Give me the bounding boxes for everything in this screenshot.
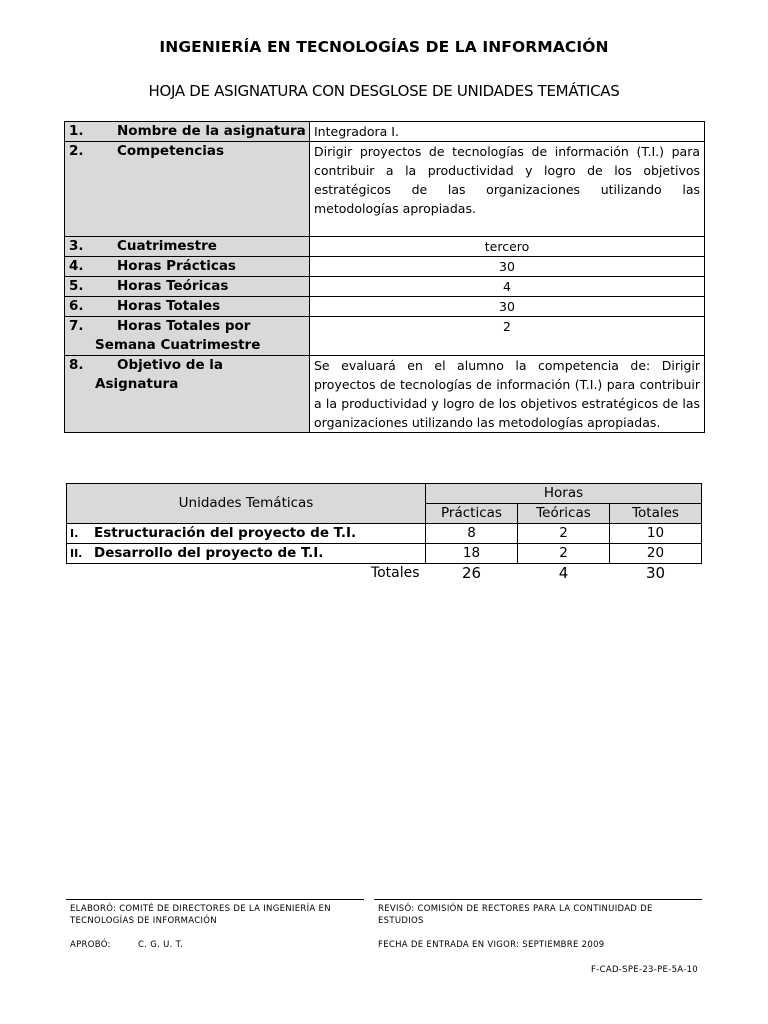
table-row [65, 142, 705, 237]
row-label: 6. Horas Totales [65, 297, 310, 317]
unit-name-cell: I. Estructuración del proyecto de T.I. [67, 524, 426, 544]
horas-practicas-value: 30 [310, 257, 705, 277]
practicas-header: Prácticas [426, 504, 518, 524]
row-label: 7. Horas Totales por Semana Cuatrimestre [65, 317, 310, 356]
practicas-cell: 18 [426, 544, 518, 564]
table-row [67, 524, 702, 544]
footer-elaboro: ELABORÓ: COMITÉ DE DIRECTORES DE LA INGENIERÍA EN TECNOLOGÍAS DE INFORMACIÓN [70, 904, 331, 926]
totales-cell: 10 [610, 524, 702, 544]
footer-reviso: REVISÓ: COMISIÓN DE RECTORES PARA LA CONTINUIDAD DE ESTUDIOS [378, 904, 653, 926]
cuatrimestre-value: tercero [310, 237, 705, 257]
footer-divider-left [66, 899, 364, 900]
thematic-units-table [66, 483, 702, 583]
total-totales: 30 [645, 564, 666, 582]
table-header-row [67, 484, 702, 504]
totals-row [67, 564, 702, 584]
row-label: 8. Objetivo de la Asignatura [65, 356, 310, 433]
subject-info-table [64, 121, 705, 433]
table-row [65, 317, 705, 356]
footer-fecha: FECHA DE ENTRADA EN VIGOR: SEPTIEMBRE 2009 [378, 940, 605, 950]
document-code: F-CAD-SPE-23-PE-5A-10 [591, 965, 698, 975]
subject-name-value: Integradora I. [310, 122, 705, 142]
units-column-header: Unidades Temáticas [67, 484, 426, 524]
table-row [65, 297, 705, 317]
row-label: 5. Horas Teóricas [65, 277, 310, 297]
horas-totales-value: 30 [310, 297, 705, 317]
objetivo-value: Se evaluará en el alumno la competencia de: Dirigir proyectos de tecnologías de información (T.I.) para contribuir a la productividad y logro de los objetivos estratégicos de las organizaciones utilizando las metodologías apropiadas. [310, 356, 705, 433]
totals-label: Totales [370, 565, 420, 581]
table-row [65, 257, 705, 277]
totales-header: Totales [610, 504, 702, 524]
teoricas-header: Teóricas [518, 504, 610, 524]
teoricas-cell: 2 [518, 524, 610, 544]
table-row [65, 277, 705, 297]
horas-semana-value: 2 [310, 317, 705, 356]
hours-column-header: Horas [426, 484, 702, 504]
unit-name-cell: II. Desarrollo del proyecto de T.I. [67, 544, 426, 564]
table-row [65, 356, 705, 433]
total-teoricas: 4 [558, 564, 569, 582]
footer-aprobo-label: APROBÓ: [70, 940, 111, 950]
practicas-cell: 8 [426, 524, 518, 544]
document-subtitle: HOJA DE ASIGNATURA CON DESGLOSE DE UNIDADES TEMÁTICAS [148, 82, 620, 100]
row-label: 4. Horas Prácticas [65, 257, 310, 277]
totales-cell: 20 [610, 544, 702, 564]
total-practicas: 26 [461, 564, 482, 582]
row-label: 2. Competencias [65, 142, 310, 237]
horas-teoricas-value: 4 [310, 277, 705, 297]
table-row [67, 544, 702, 564]
table-row [65, 237, 705, 257]
row-label: 3. Cuatrimestre [65, 237, 310, 257]
teoricas-cell: 2 [518, 544, 610, 564]
document-title: INGENIERÍA EN TECNOLOGÍAS DE LA INFORMACIÓN [159, 38, 609, 56]
footer-divider-right [374, 899, 702, 900]
footer-aprobo-value: C. G. U. T. [138, 940, 184, 950]
competencias-value: Dirigir proyectos de tecnologías de información (T.I.) para contribuir a la productividad y logro de los objetivos estratégicos de las organizaciones utilizando las metodologías apropiadas. [310, 142, 705, 237]
row-label: 1. Nombre de la asignatura [65, 122, 310, 142]
table-row [65, 122, 705, 142]
